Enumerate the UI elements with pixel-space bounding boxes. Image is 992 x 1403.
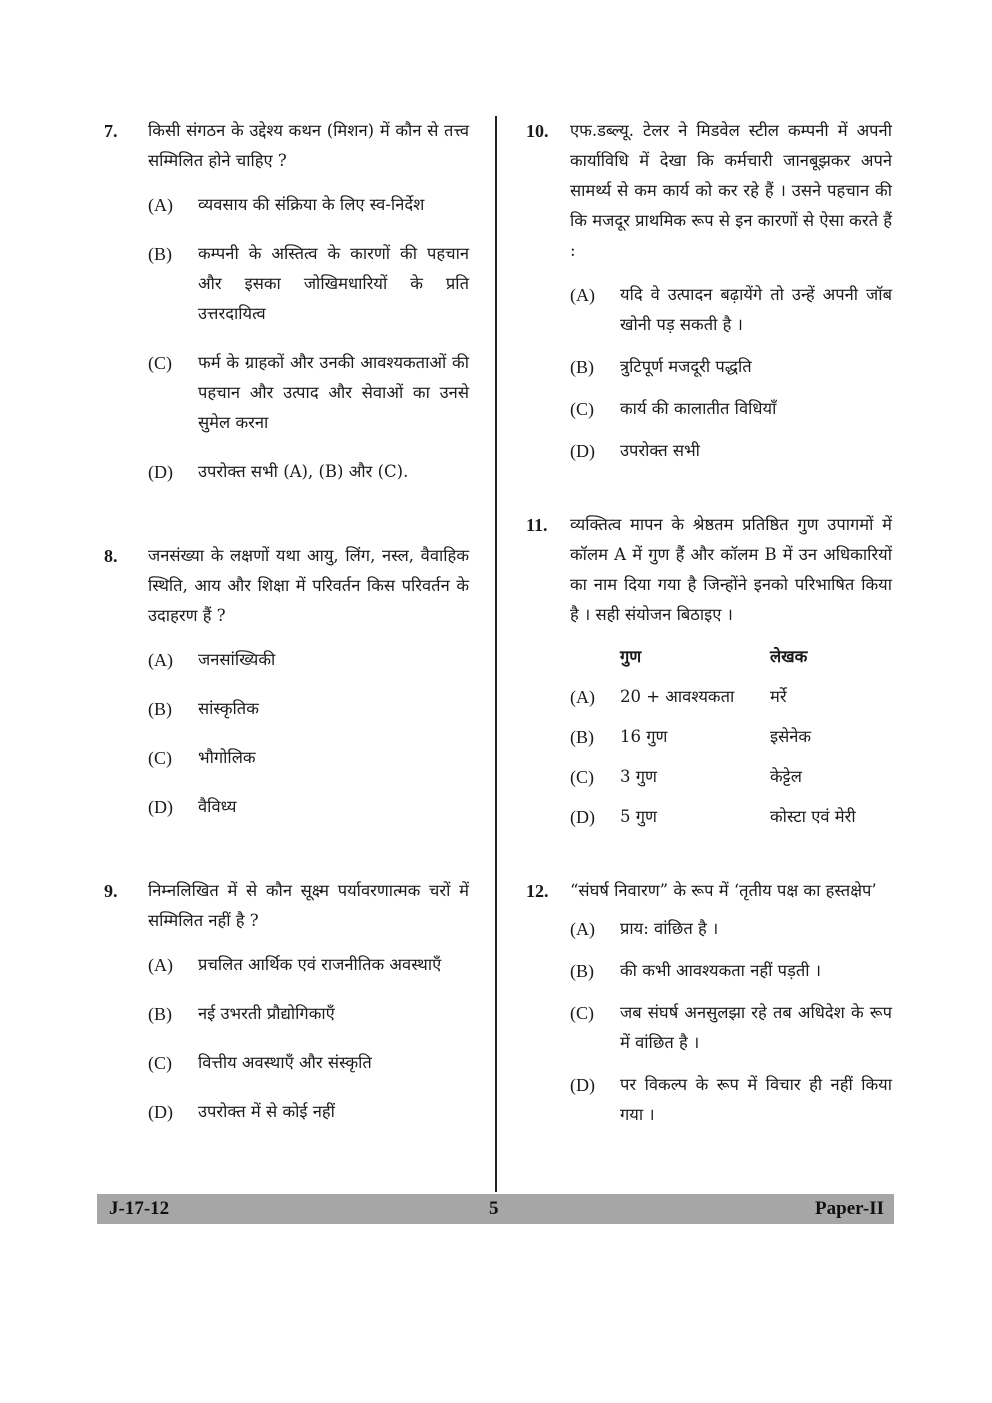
option-text: की कभी आवश्यकता नहीं पड़ती । (620, 961, 822, 980)
author-cell: केट्टेल (770, 767, 802, 786)
question-number: 10. (526, 121, 549, 141)
paper-code: J-17-12 (109, 1198, 170, 1219)
option-label: (C) (570, 1003, 594, 1023)
option-label: (D) (570, 441, 595, 461)
option-text: भौगोलिक (198, 748, 256, 767)
option-text: कार्य की कालातीत विधियाँ (620, 399, 777, 418)
left-column (104, 116, 469, 1146)
option-c (148, 743, 469, 773)
question-number: 9. (104, 881, 118, 901)
option-text: उपरोक्त में से कोई नहीं (198, 1102, 335, 1121)
option-label: (B) (148, 244, 172, 264)
option-label: (D) (148, 462, 173, 482)
option-text: जनसांख्यिकी (198, 650, 276, 669)
question-text: निम्नलिखित में से कौन सूक्ष्म पर्यावरणात्मक चरों में सम्मिलित नहीं है ? (148, 881, 469, 930)
option-a (148, 645, 469, 675)
question-text: किसी संगठन के उद्देश्य कथन (मिशन) में कौन से तत्त्व सम्मिलित होने चाहिए ? (148, 121, 469, 170)
option-c (570, 998, 892, 1058)
author-cell: मर्रे (770, 687, 787, 706)
option-text: सांस्कृतिक (198, 699, 259, 718)
match-row-a (570, 682, 892, 712)
option-a (570, 914, 892, 944)
right-column (526, 116, 892, 1142)
match-row-c (570, 762, 892, 792)
question-number: 7. (104, 121, 118, 141)
option-label: (A) (148, 195, 173, 215)
option-text: उपरोक्त सभी (620, 441, 700, 460)
option-label: (A) (570, 919, 595, 939)
option-a (570, 280, 892, 340)
trait-cell: 3 गुण (620, 767, 657, 786)
option-text: त्रुटिपूर्ण मजदूरी पद्धति (620, 357, 752, 376)
option-text: यदि वे उत्पादन बढ़ायेंगे तो उन्हें अपनी जॉब खोनी पड़ सकती है । (620, 285, 892, 334)
option-label: (C) (570, 767, 594, 787)
option-label: (A) (148, 650, 173, 670)
question-11 (526, 510, 892, 832)
paper-label: Paper-II (815, 1198, 884, 1219)
option-text: उपरोक्त सभी (A), (B) और (C). (198, 462, 409, 481)
option-text: प्राय: वांछित है । (620, 919, 719, 938)
option-d (570, 436, 892, 466)
option-d (570, 1070, 892, 1130)
option-c (148, 1048, 469, 1078)
option-c (148, 348, 469, 438)
option-b (570, 352, 892, 382)
option-b (148, 999, 469, 1029)
option-a (148, 190, 469, 220)
option-text: प्रचलित आर्थिक एवं राजनीतिक अवस्थाएँ (198, 955, 442, 974)
question-7 (104, 116, 469, 487)
option-text: वित्तीय अवस्थाएँ और संस्कृति (198, 1053, 372, 1072)
match-row-b (570, 722, 892, 752)
question-number: 12. (526, 881, 549, 901)
trait-cell: 16 गुण (620, 727, 668, 746)
column-divider (495, 116, 497, 1192)
option-b (570, 956, 892, 986)
options-list (570, 280, 892, 466)
column-header-author: लेखक (770, 647, 808, 666)
page-footer (97, 1194, 894, 1224)
option-a (148, 950, 469, 980)
question-number: 8. (104, 546, 118, 566)
option-text: पर विकल्प के रूप में विचार ही नहीं किया गया । (620, 1075, 892, 1124)
question-text: जनसंख्या के लक्षणों यथा आयु, लिंग, नस्ल, वैवाहिक स्थिति, आय और शिक्षा में परिवर्तन किस परिवर्तन के उदाहरण हैं ? (148, 546, 469, 625)
option-label: (C) (148, 1053, 172, 1073)
option-label: (C) (148, 353, 172, 373)
question-9 (104, 876, 469, 1127)
option-text: व्यवसाय की संक्रिया के लिए स्व-निर्देश (198, 195, 425, 214)
options-list (570, 914, 892, 1130)
option-label: (C) (570, 399, 594, 419)
question-10 (526, 116, 892, 466)
question-text: “संघर्ष निवारण” के रूप में ‘तृतीय पक्ष का हस्तक्षेप’ (570, 881, 877, 900)
option-c (570, 394, 892, 424)
option-label: (B) (148, 1004, 172, 1024)
trait-cell: 5 गुण (620, 807, 657, 826)
option-label: (B) (570, 357, 594, 377)
options-list (148, 190, 469, 487)
question-text: व्यक्तित्व मापन के श्रेष्ठतम प्रतिष्ठित गुण उपागमों में कॉलम A में गुण हैं और कॉलम B में उन अधिकारियों का नाम दिया गया है जिन्होंने इनको परिभाषित किया है । सही संयोजन बिठाइए । (570, 515, 892, 624)
option-label: (B) (570, 727, 594, 747)
option-d (148, 792, 469, 822)
option-label: (C) (148, 748, 172, 768)
column-header-trait: गुण (620, 647, 642, 666)
option-label: (B) (570, 961, 594, 981)
question-text: एफ.डब्ल्यू. टेलर ने मिडवेल स्टील कम्पनी में अपनी कार्याविधि में देखा कि कर्मचारी जानबूझकर अपने सामर्थ्य से कम कार्य को कर रहे हैं । उसने पहचान की कि मजदूर प्राथमिक रूप से इन कारणों से ऐसा करते हैं : (570, 121, 892, 260)
option-label: (B) (148, 699, 172, 719)
option-label: (A) (148, 955, 173, 975)
option-label: (A) (570, 687, 595, 707)
option-text: फर्म के ग्राहकों और उनकी आवश्यकताओं की पहचान और उत्पाद और सेवाओं का उनसे सुमेल करना (198, 353, 469, 432)
options-list (148, 645, 469, 822)
option-label: (D) (570, 1075, 595, 1095)
option-label: (D) (570, 807, 595, 827)
option-d (148, 457, 469, 487)
page-number: 5 (489, 1198, 499, 1219)
option-label: (A) (570, 285, 595, 305)
match-row-d (570, 802, 892, 832)
question-8 (104, 541, 469, 822)
option-label: (D) (148, 1102, 173, 1122)
match-table-header (570, 642, 892, 672)
question-12 (526, 876, 892, 1130)
option-label: (D) (148, 797, 173, 817)
option-text: जब संघर्ष अनसुलझा रहे तब अधिदेश के रूप में वांछित है । (620, 1003, 892, 1052)
question-number: 11. (526, 515, 548, 535)
option-text: वैविध्य (198, 797, 237, 816)
author-cell: कोस्टा एवं मेरी (770, 807, 856, 826)
trait-cell: 20 + आवश्यकता (620, 687, 735, 706)
option-b (148, 694, 469, 724)
options-list (148, 950, 469, 1127)
option-text: नई उभरती प्रौद्योगिकाएँ (198, 1004, 335, 1023)
option-d (148, 1097, 469, 1127)
option-b (148, 239, 469, 329)
author-cell: इसेनेक (770, 727, 812, 746)
option-text: कम्पनी के अस्तित्व के कारणों की पहचान और इसका जोखिमधारियों के प्रति उत्तरदायित्व (198, 244, 469, 323)
